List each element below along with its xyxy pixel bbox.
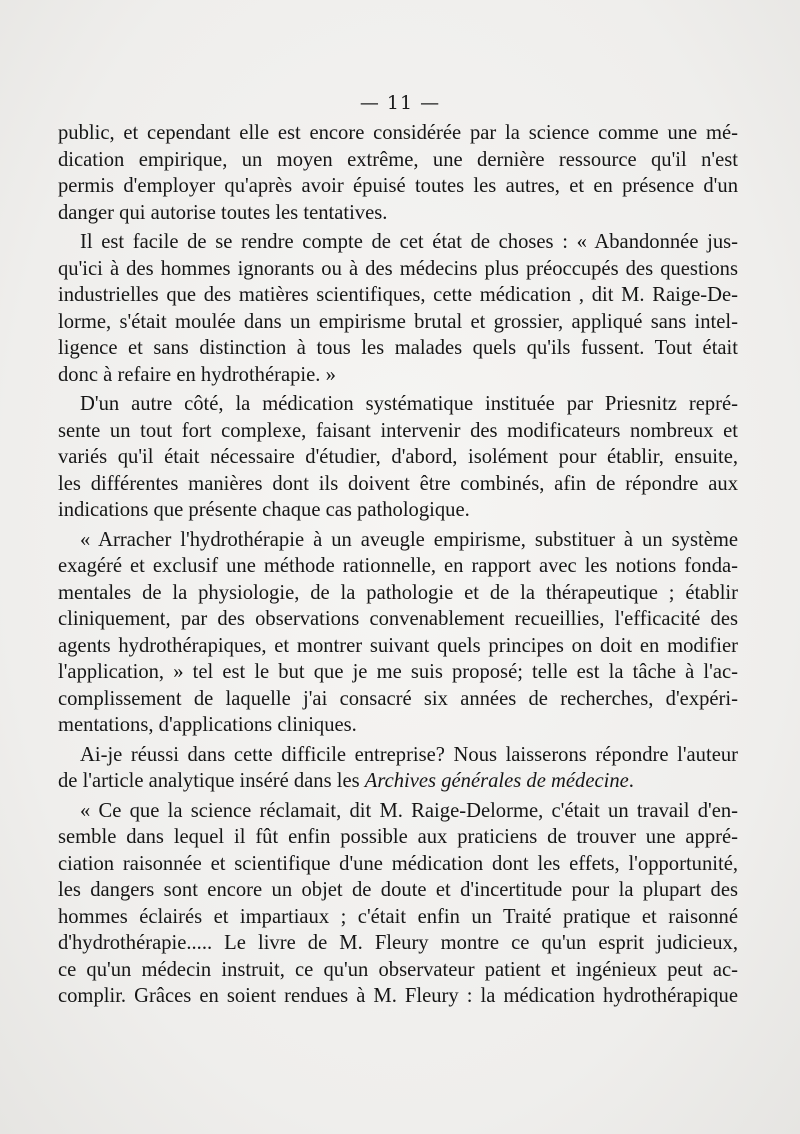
- paragraph-3: [58, 391, 738, 524]
- text-line: variés qu'il était nécessaire d'étudier, d'abord, isolément pour établir, ensuite,: [58, 446, 738, 468]
- text-line: Ai-je réussi dans cette difficile entreprise? Nous laisserons répondre l'auteur: [80, 743, 738, 766]
- text-line: mentations, d'applications cliniques.: [58, 714, 357, 736]
- text-line: « Arracher l'hydrothérapie à un aveugle empirisme, substituer à un système: [80, 528, 738, 551]
- page-number: — 11 —: [359, 92, 441, 114]
- text-line: ce qu'un médecin instruit, ce qu'un observateur patient et ingénieux peut ac-: [58, 958, 738, 981]
- text-line: ligence et sans distinction à tous les malades quels qu'ils fussent. Tout était: [58, 337, 738, 359]
- text-line: dication empirique, un moyen extrême, une dernière ressource qu'il n'est: [58, 148, 738, 171]
- text-line: exagéré et exclusif une méthode rationnelle, en rapport avec les notions fonda-: [58, 555, 738, 577]
- text-line: semble dans lequel il fût enfin possible aux praticiens de trouver une appré-: [58, 826, 738, 848]
- text-line: indications que présente chaque cas pathologique.: [58, 499, 470, 521]
- text-line: mentales de la physiologie, de la pathologie et de la thérapeutique ; établir: [58, 581, 738, 604]
- text-line: les différentes manières dont ils doivent être combinés, afin de répondre aux: [58, 472, 738, 495]
- paragraph-5: [58, 742, 738, 795]
- paragraph-2: [58, 229, 738, 388]
- body-text: [58, 120, 738, 1010]
- paragraph-6: [58, 798, 738, 1010]
- text-line: complissement de laquelle j'ai consacré six années de recherches, d'expéri-: [58, 687, 738, 710]
- text-line: sente un tout fort complexe, faisant intervenir des modificateurs nombreux et: [58, 419, 738, 442]
- text-line: cliniquement, par des observations convenablement recueillies, l'efficacité des: [58, 608, 738, 630]
- text-line: industrielles que des matières scientifiques, cette médication , dit M. Raige-De-: [58, 284, 738, 306]
- text-line: « Ce que la science réclamait, dit M. Raige-Delorme, c'était un travail d'en-: [80, 799, 738, 822]
- text-line: D'un autre côté, la médication systématique instituée par Priesnitz repré-: [80, 393, 738, 415]
- paragraph-4: [58, 527, 738, 739]
- text-line: complir. Grâces en soient rendues à M. Fleury : la médication hydrothérapique: [58, 985, 738, 1007]
- text-line: ciation raisonnée et scientifique d'une médication dont les effets, l'opportunité,: [58, 852, 738, 875]
- text-line: hommes éclairés et impartiaux ; c'était enfin un Traité pratique et raisonné: [58, 905, 738, 928]
- text-line: agents hydrothérapiques, et montrer suivant quels principes on doit en modifier: [58, 634, 738, 657]
- text-line: les dangers sont encore un objet de doute et d'incertitude pour la plupart des: [58, 879, 738, 901]
- text-run: de l'article analytique inséré dans les: [58, 770, 365, 792]
- text-line: qu'ici à des hommes ignorants ou à des médecins plus préoccupés des questions: [58, 257, 738, 280]
- paragraph-1: [58, 120, 738, 226]
- text-run: .: [628, 770, 634, 792]
- text-line: [58, 768, 738, 795]
- text-line: l'application, » tel est le but que je me suis proposé; telle est la tâche à l'ac-: [58, 661, 738, 683]
- text-line: danger qui autorise toutes les tentatives.: [58, 201, 388, 224]
- journal-title: Archives générales de médecine: [364, 770, 629, 792]
- text-line: d'hydrothérapie..... Le livre de M. Fleury montre ce qu'un esprit judicieux,: [58, 932, 738, 954]
- text-line: Il est facile de se rendre compte de cet état de choses : « Abandonnée jus-: [80, 231, 738, 253]
- text-line: donc à refaire en hydrothérapie. »: [58, 363, 336, 386]
- text-line: public, et cependant elle est encore considérée par la science comme une mé-: [58, 122, 738, 144]
- text-line: lorme, s'était moulée dans un empirisme brutal et grossier, appliqué sans intel-: [58, 310, 738, 333]
- text-line: permis d'employer qu'après avoir épuisé toutes les autres, et en présence d'un: [58, 175, 738, 197]
